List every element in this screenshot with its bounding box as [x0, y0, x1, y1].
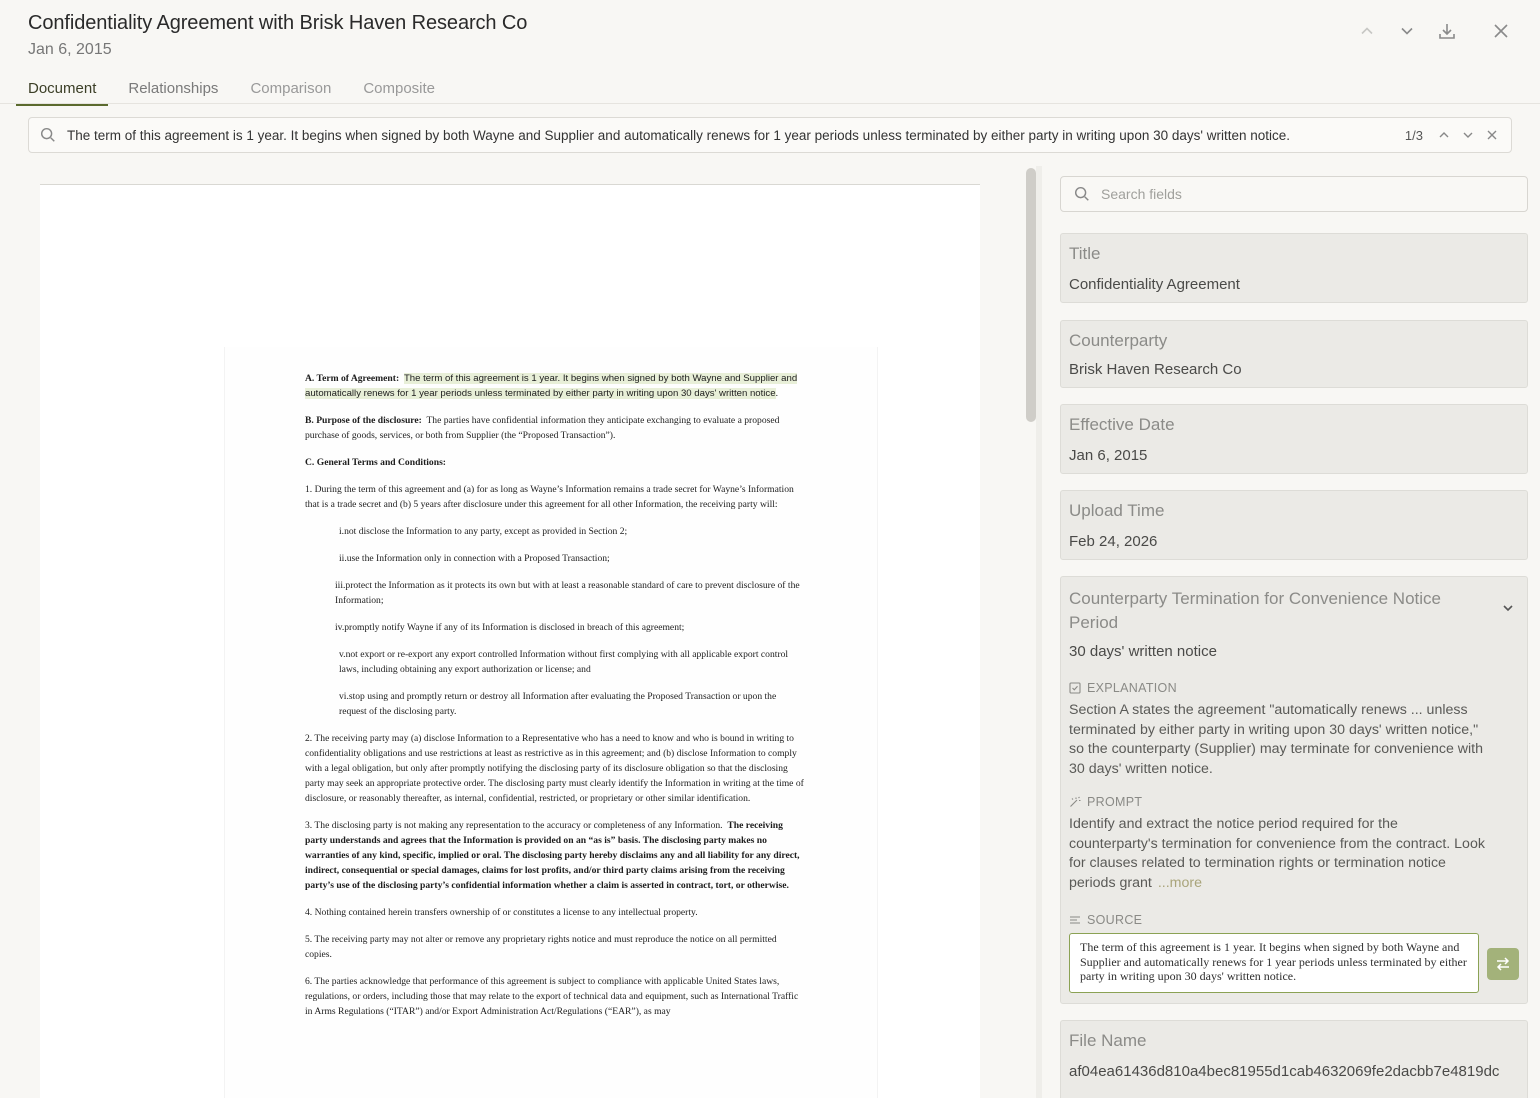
section-a-heading: A. Term of Agreement: — [305, 373, 400, 384]
chevron-up-icon[interactable] — [1356, 18, 1378, 44]
field-value: Jan 6, 2015 — [1069, 447, 1148, 464]
field-card-upload-time[interactable] — [1060, 490, 1528, 560]
chevron-down-icon[interactable] — [1461, 128, 1475, 142]
header-actions — [1356, 18, 1512, 44]
checkbox-icon — [1069, 682, 1081, 694]
document-scrollbar[interactable] — [1026, 168, 1036, 422]
clause-1-v: v.not export or re-export any export controlled Information without first complying with all applicable export control laws, including obtaining any export authorization or license; and — [339, 649, 789, 675]
clause-5: 5. The receiving party may not alter or remove any proprietary rights notice and must reproduce the notice on all permitted copies. — [305, 934, 777, 960]
swap-icon[interactable] — [1487, 948, 1519, 980]
section-b-heading: B. Purpose of the disclosure: — [305, 415, 422, 426]
clause-3: 3. The disclosing party is not making any representation to the accuracy or completeness of any Information. The receiving party understands and agrees that the Information is provided on an “as is” basis. The disclosing party makes no warranties of any kind, specific, implied or oral. The disclosing party hereby disclaims any and all liability for any direct, indirect, consequential or special damages, claims for lost profits, and/or third party claims arising from the receiving party’s use of the disclosing party’s confidential information whether a claim is asserted in contract, tort, or otherwise. — [305, 820, 800, 891]
field-value: Brisk Haven Research Co — [1069, 361, 1242, 378]
tab-composite[interactable]: Composite — [363, 80, 436, 97]
clause-1-vi: vi.stop using and promptly return or destroy all Information after evaluating the Proposed Transaction or upon the request of the disclosing party. — [339, 691, 777, 717]
clause-4: 4. Nothing contained herein transfers ownership of or constitutes a license to any intellectual property. — [305, 907, 698, 918]
document-date: Jan 6, 2015 — [28, 41, 112, 58]
clause-6: 6. The parties acknowledge that performance of this agreement is subject to compliance with applicable United States laws, regulations, or orders, including those that may relate to the export of technical data and equipment, such as International Traffic in Arms Regulations (“ITAR”) and/or Export Administration Act/Regulations (“EAR”), as may — [305, 976, 799, 1017]
field-label: Upload Time — [1069, 501, 1165, 520]
field-label: Counterparty — [1069, 331, 1168, 350]
document-header — [0, 0, 1540, 104]
text-lines-icon — [1069, 914, 1081, 926]
field-card-title[interactable] — [1060, 233, 1528, 303]
field-value: 30 days' written notice — [1069, 643, 1217, 660]
clause-2: 2. The receiving party may (a) disclose Information to a Representative who has a need to know and who is bound in writing to confidentiality obligations and use restrictions at least as restrictive as in this agreement; and (b) disclose Information to comply with a legal obligation, but only after promptly notifying the disclosing party of its disclosure obligation so that the disclosing party may seek an appropriate protective order. The disclosing party must clearly identify the Information in writing at the time of disclosure, or reasonably thereafter, as internal, confidential, restricted, or proprietary or other similar identification. — [305, 733, 804, 804]
chevron-down-icon[interactable] — [1396, 18, 1418, 44]
search-fields-input[interactable] — [1101, 186, 1501, 202]
field-card-termination-notice[interactable] — [1060, 576, 1528, 1004]
close-icon[interactable] — [1490, 18, 1512, 44]
document-page — [40, 184, 980, 1098]
field-value: Feb 24, 2026 — [1069, 533, 1158, 550]
tab-comparison[interactable]: Comparison — [250, 80, 332, 97]
search-highlight: The term of this agreement is 1 year. It begins when signed by both Wayne and Supplier and automatically renews for 1 year periods unless terminated by either party in writing upon 30 days' written notice — [305, 373, 798, 399]
document-search-input[interactable]: The term of this agreement is 1 year. It begins when signed by both Wayne and Supplier and automatically renews for 1 year periods unless terminated by either party in writing upon 30 days' written notice. — [67, 127, 1290, 143]
document-search-bar[interactable] — [28, 117, 1512, 153]
field-search[interactable] — [1060, 176, 1528, 212]
scrollbar-track[interactable] — [1036, 166, 1042, 1098]
source-heading: SOURCE — [1069, 913, 1142, 927]
prompt-heading: PROMPT — [1069, 795, 1142, 809]
field-label: Counterparty Termination for Convenience Notice Period — [1069, 589, 1441, 632]
field-label: Title — [1069, 244, 1101, 263]
clause-1: 1. During the term of this agreement and (a) for as long as Wayne’s Information remains a trade secret for Wayne’s Information that is a trade secret and (b) 5 years after disclosure under this agreement for all other Information, the receiving party will: — [305, 484, 794, 510]
close-icon[interactable] — [1485, 128, 1499, 142]
search-icon — [1073, 185, 1091, 203]
explanation-text: Section A states the agreement "automatically renews ... unless terminated by either party in writing upon 30 days' written notice," so the counterparty (Supplier) may terminate for convenience with 30 days' written notice. — [1069, 702, 1484, 777]
field-label: File Name — [1069, 1031, 1147, 1050]
tab-bar — [16, 76, 455, 106]
fields-panel — [1044, 166, 1540, 1098]
field-card-effective-date[interactable] — [1060, 404, 1528, 474]
clause-1-iii: iii.protect the Information as it protects its own but with at least a reasonable standard of care to prevent disclosure of the Information; — [335, 580, 800, 606]
section-b — [305, 413, 805, 443]
chevron-down-icon[interactable] — [1501, 601, 1515, 615]
scanned-page — [224, 347, 878, 1098]
field-value: Confidentiality Agreement — [1069, 276, 1240, 293]
document-viewer[interactable] — [0, 166, 1020, 1098]
section-a: A. Term of Agreement: The term of this agreement is 1 year. It begins when signed by both Wayne and Supplier and automatically renews for 1 year periods unless terminated by either party in writing upon 30 days' written notice. — [305, 373, 798, 399]
clause-1-ii: ii.use the Information only in connection with a Proposed Transaction; — [339, 553, 610, 564]
clause-1-iv: iv.promptly notify Wayne if any of its Information is disclosed in breach of this agreement; — [335, 622, 685, 633]
explanation-heading: EXPLANATION — [1069, 681, 1177, 695]
search-match-count: 1/3 — [1404, 127, 1423, 143]
field-label: Effective Date — [1069, 415, 1175, 434]
magic-wand-icon — [1069, 796, 1081, 808]
tab-document[interactable]: Document — [16, 76, 108, 106]
section-b-body: The parties have confidential information they anticipate exchanging to evaluate a proposed purchase of goods, services, or both from Supplier (the “Proposed Transaction”). — [305, 415, 780, 441]
search-icon — [39, 126, 57, 144]
download-icon[interactable] — [1436, 18, 1458, 44]
page-title: Confidentiality Agreement with Brisk Haven Research Co — [28, 12, 528, 34]
section-c-heading: C. General Terms and Conditions: — [305, 457, 446, 468]
more-link[interactable]: ...more — [1157, 874, 1202, 891]
source-snippet[interactable]: The term of this agreement is 1 year. It begins when signed by both Wayne and Supplier and automatically renews for 1 year periods unless terminated by either party in writing upon 30 days' written notice. — [1069, 933, 1479, 993]
clause-3-disclaimer: The receiving party understands and agrees that the Information is provided on an “as is” basis. The disclosing party makes no warranties of any kind, specific, implied or oral. The disclosing party hereby disclaims any and all liability for any direct, indirect, consequential or special damages, claims for lost profits, and/or third party claims arising from the receiving party’s use of the disclosing party’s confidential information whether a claim is asserted in contract, tort, or otherwise. — [305, 820, 800, 891]
field-card-counterparty[interactable] — [1060, 320, 1528, 388]
field-value: af04ea61436d810a4bec81955d1cab4632069fe2dacbb7e4819dc — [1069, 1063, 1500, 1080]
tab-relationships[interactable]: Relationships — [128, 80, 219, 97]
prompt-text: Identify and extract the notice period required for the counterparty's termination for convenience from the contract. Look for clauses related to termination rights or termination notice periods grant ...more — [1069, 816, 1485, 891]
document-text — [305, 371, 805, 1031]
chevron-up-icon[interactable] — [1437, 128, 1451, 142]
clause-1-i: i.not disclose the Information to any party, except as provided in Section 2; — [339, 526, 628, 537]
field-card-file-name[interactable] — [1060, 1020, 1528, 1098]
